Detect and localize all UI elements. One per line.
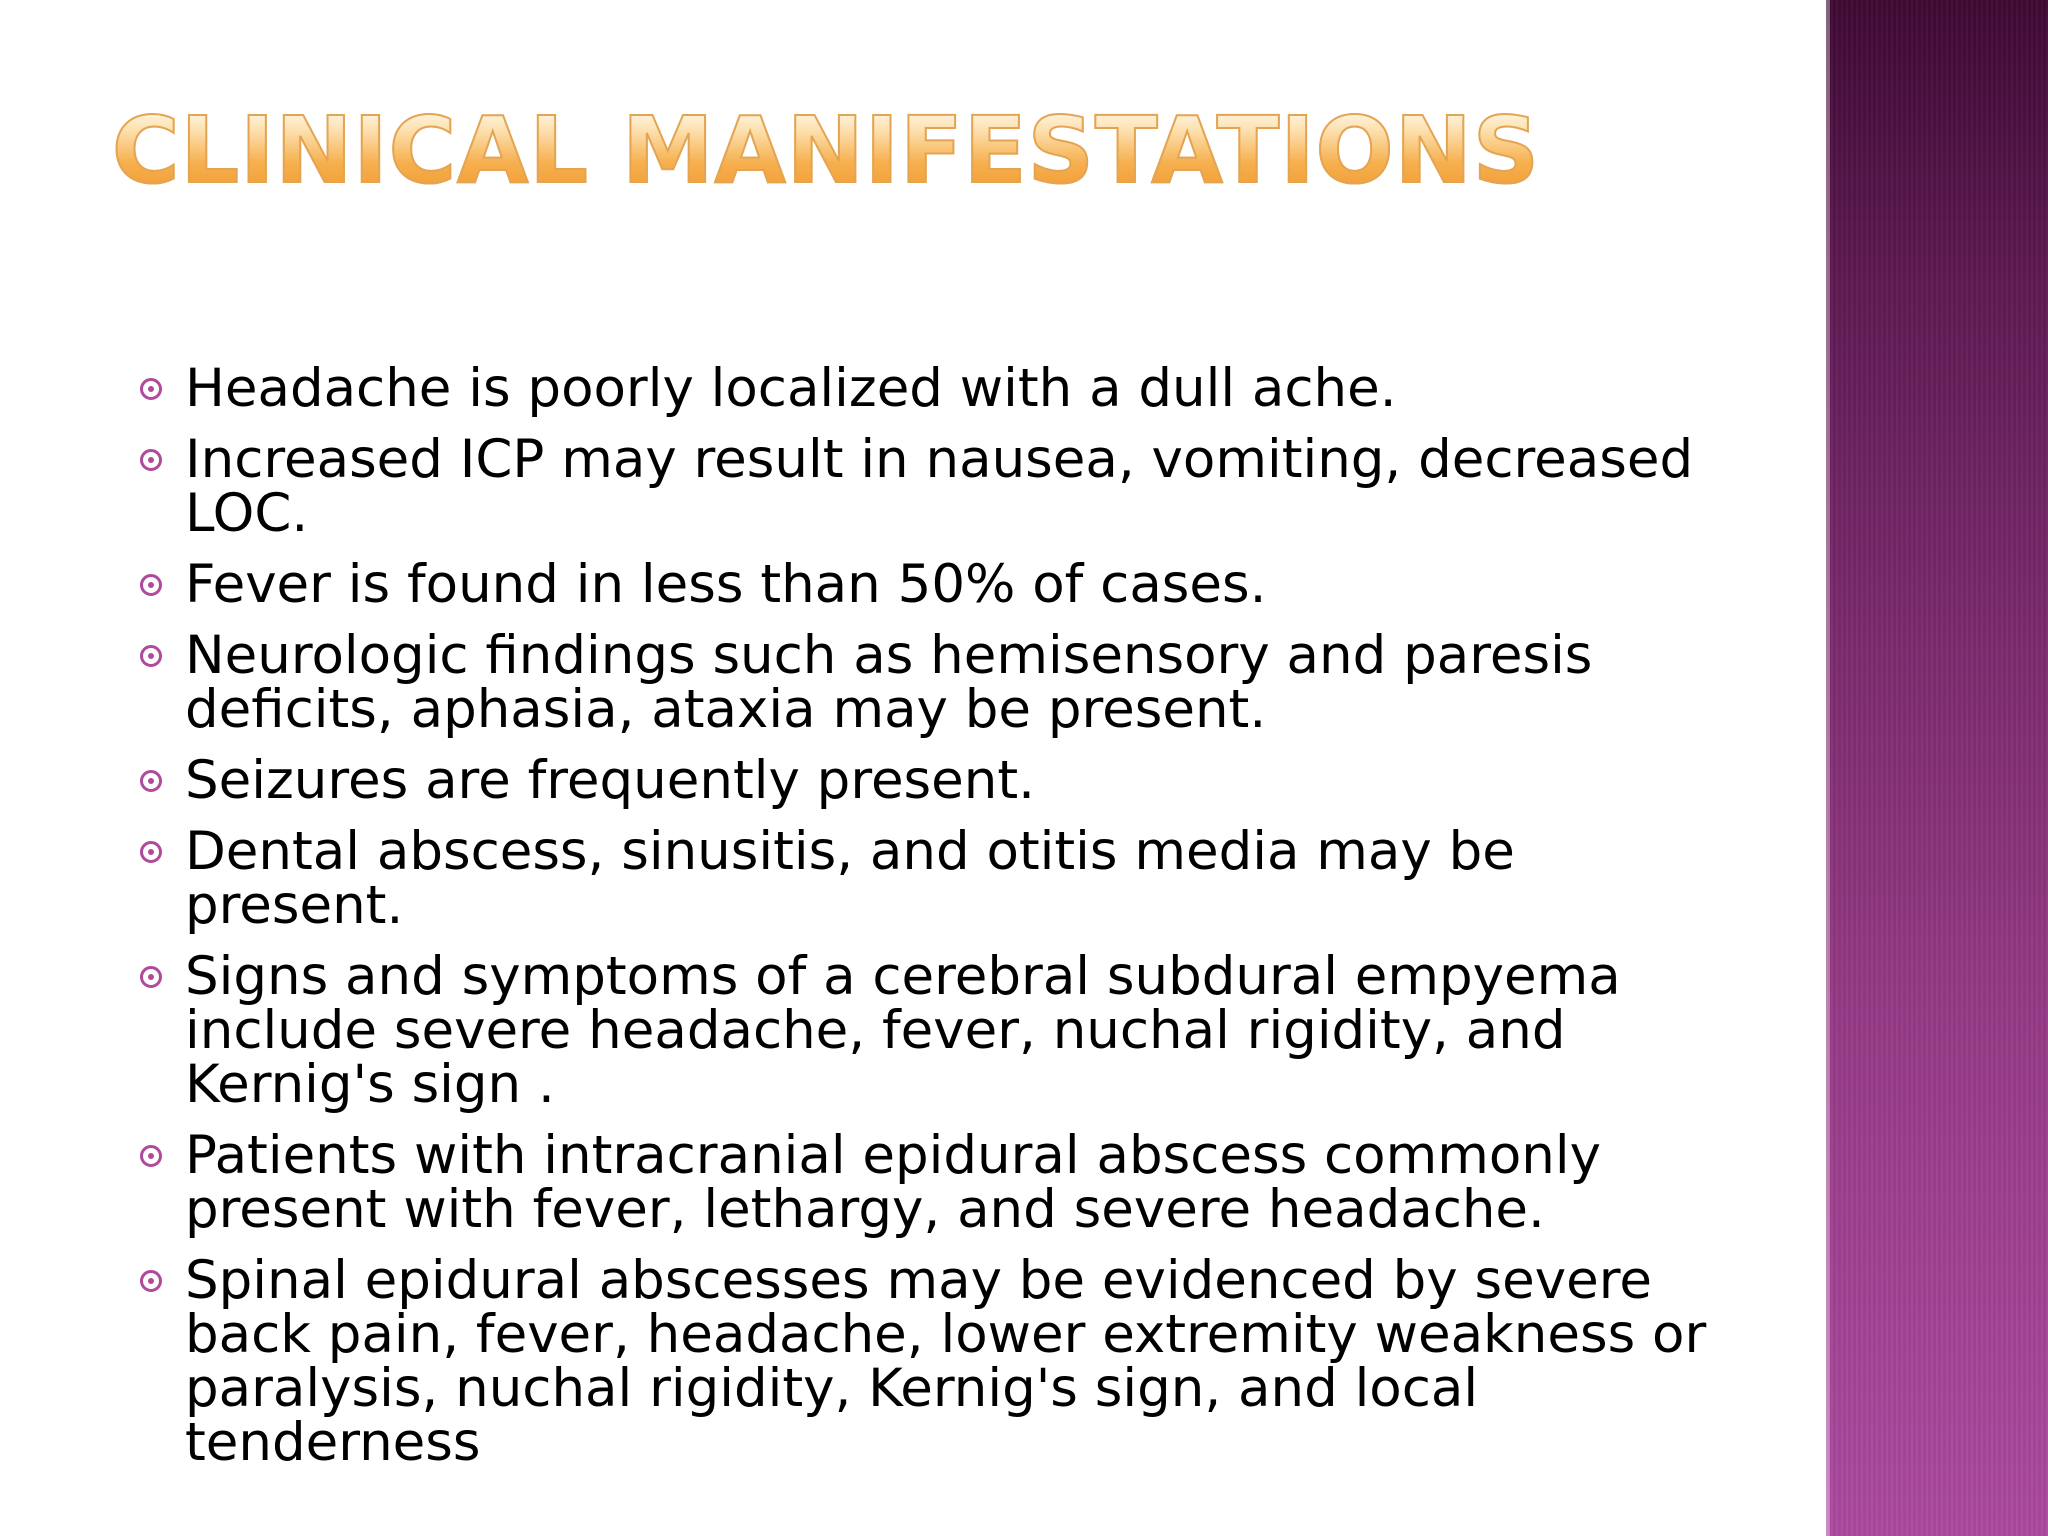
slide-title: CLINICAL MANIFESTATIONS <box>112 97 1541 204</box>
bullet-text: Signs and symptoms of a cerebral subdural empyema include severe headache, fever, nuchal rigidity, and Kernig's sign . <box>185 946 1621 1115</box>
list-item <box>140 358 1720 419</box>
bullet-text: Patients with intracranial epidural abscess commonly present with fever, lethargy, and severe headache. <box>185 1125 1601 1240</box>
circled-dot-icon <box>140 841 162 863</box>
circled-dot-icon <box>140 770 162 792</box>
bullet-text: Seizures are frequently present. <box>185 750 1035 811</box>
list-item <box>140 821 1720 936</box>
circled-dot-icon <box>140 966 162 988</box>
list-item <box>140 429 1720 544</box>
bullet-text: Neurologic findings such as hemisensory and paresis deficits, aphasia, ataxia may be present. <box>185 625 1593 740</box>
list-item <box>140 554 1720 615</box>
list-item <box>140 625 1720 740</box>
circled-dot-icon <box>140 378 162 400</box>
circled-dot-icon <box>140 449 162 471</box>
bullet-text: Dental abscess, sinusitis, and otitis media may be present. <box>185 821 1515 936</box>
bullet-list <box>140 358 1720 1487</box>
list-item <box>140 1250 1720 1473</box>
list-item <box>140 1125 1720 1240</box>
circled-dot-icon <box>140 574 162 596</box>
bullet-text: Headache is poorly localized with a dull ache. <box>185 358 1397 419</box>
circled-dot-icon <box>140 1270 162 1292</box>
list-item <box>140 946 1720 1115</box>
bullet-text: Spinal epidural abscesses may be evidenced by severe back pain, fever, headache, lower extremity weakness or paralysis, nuchal rigidity, Kernig's sign, and local tenderness <box>185 1250 1707 1473</box>
circled-dot-icon <box>140 1145 162 1167</box>
bullet-text: Fever is found in less than 50% of cases. <box>185 554 1267 615</box>
list-item <box>140 750 1720 811</box>
bullet-text: Increased ICP may result in nausea, vomiting, decreased LOC. <box>185 429 1694 544</box>
circled-dot-icon <box>140 645 162 667</box>
decorative-side-band <box>1826 0 2048 1536</box>
